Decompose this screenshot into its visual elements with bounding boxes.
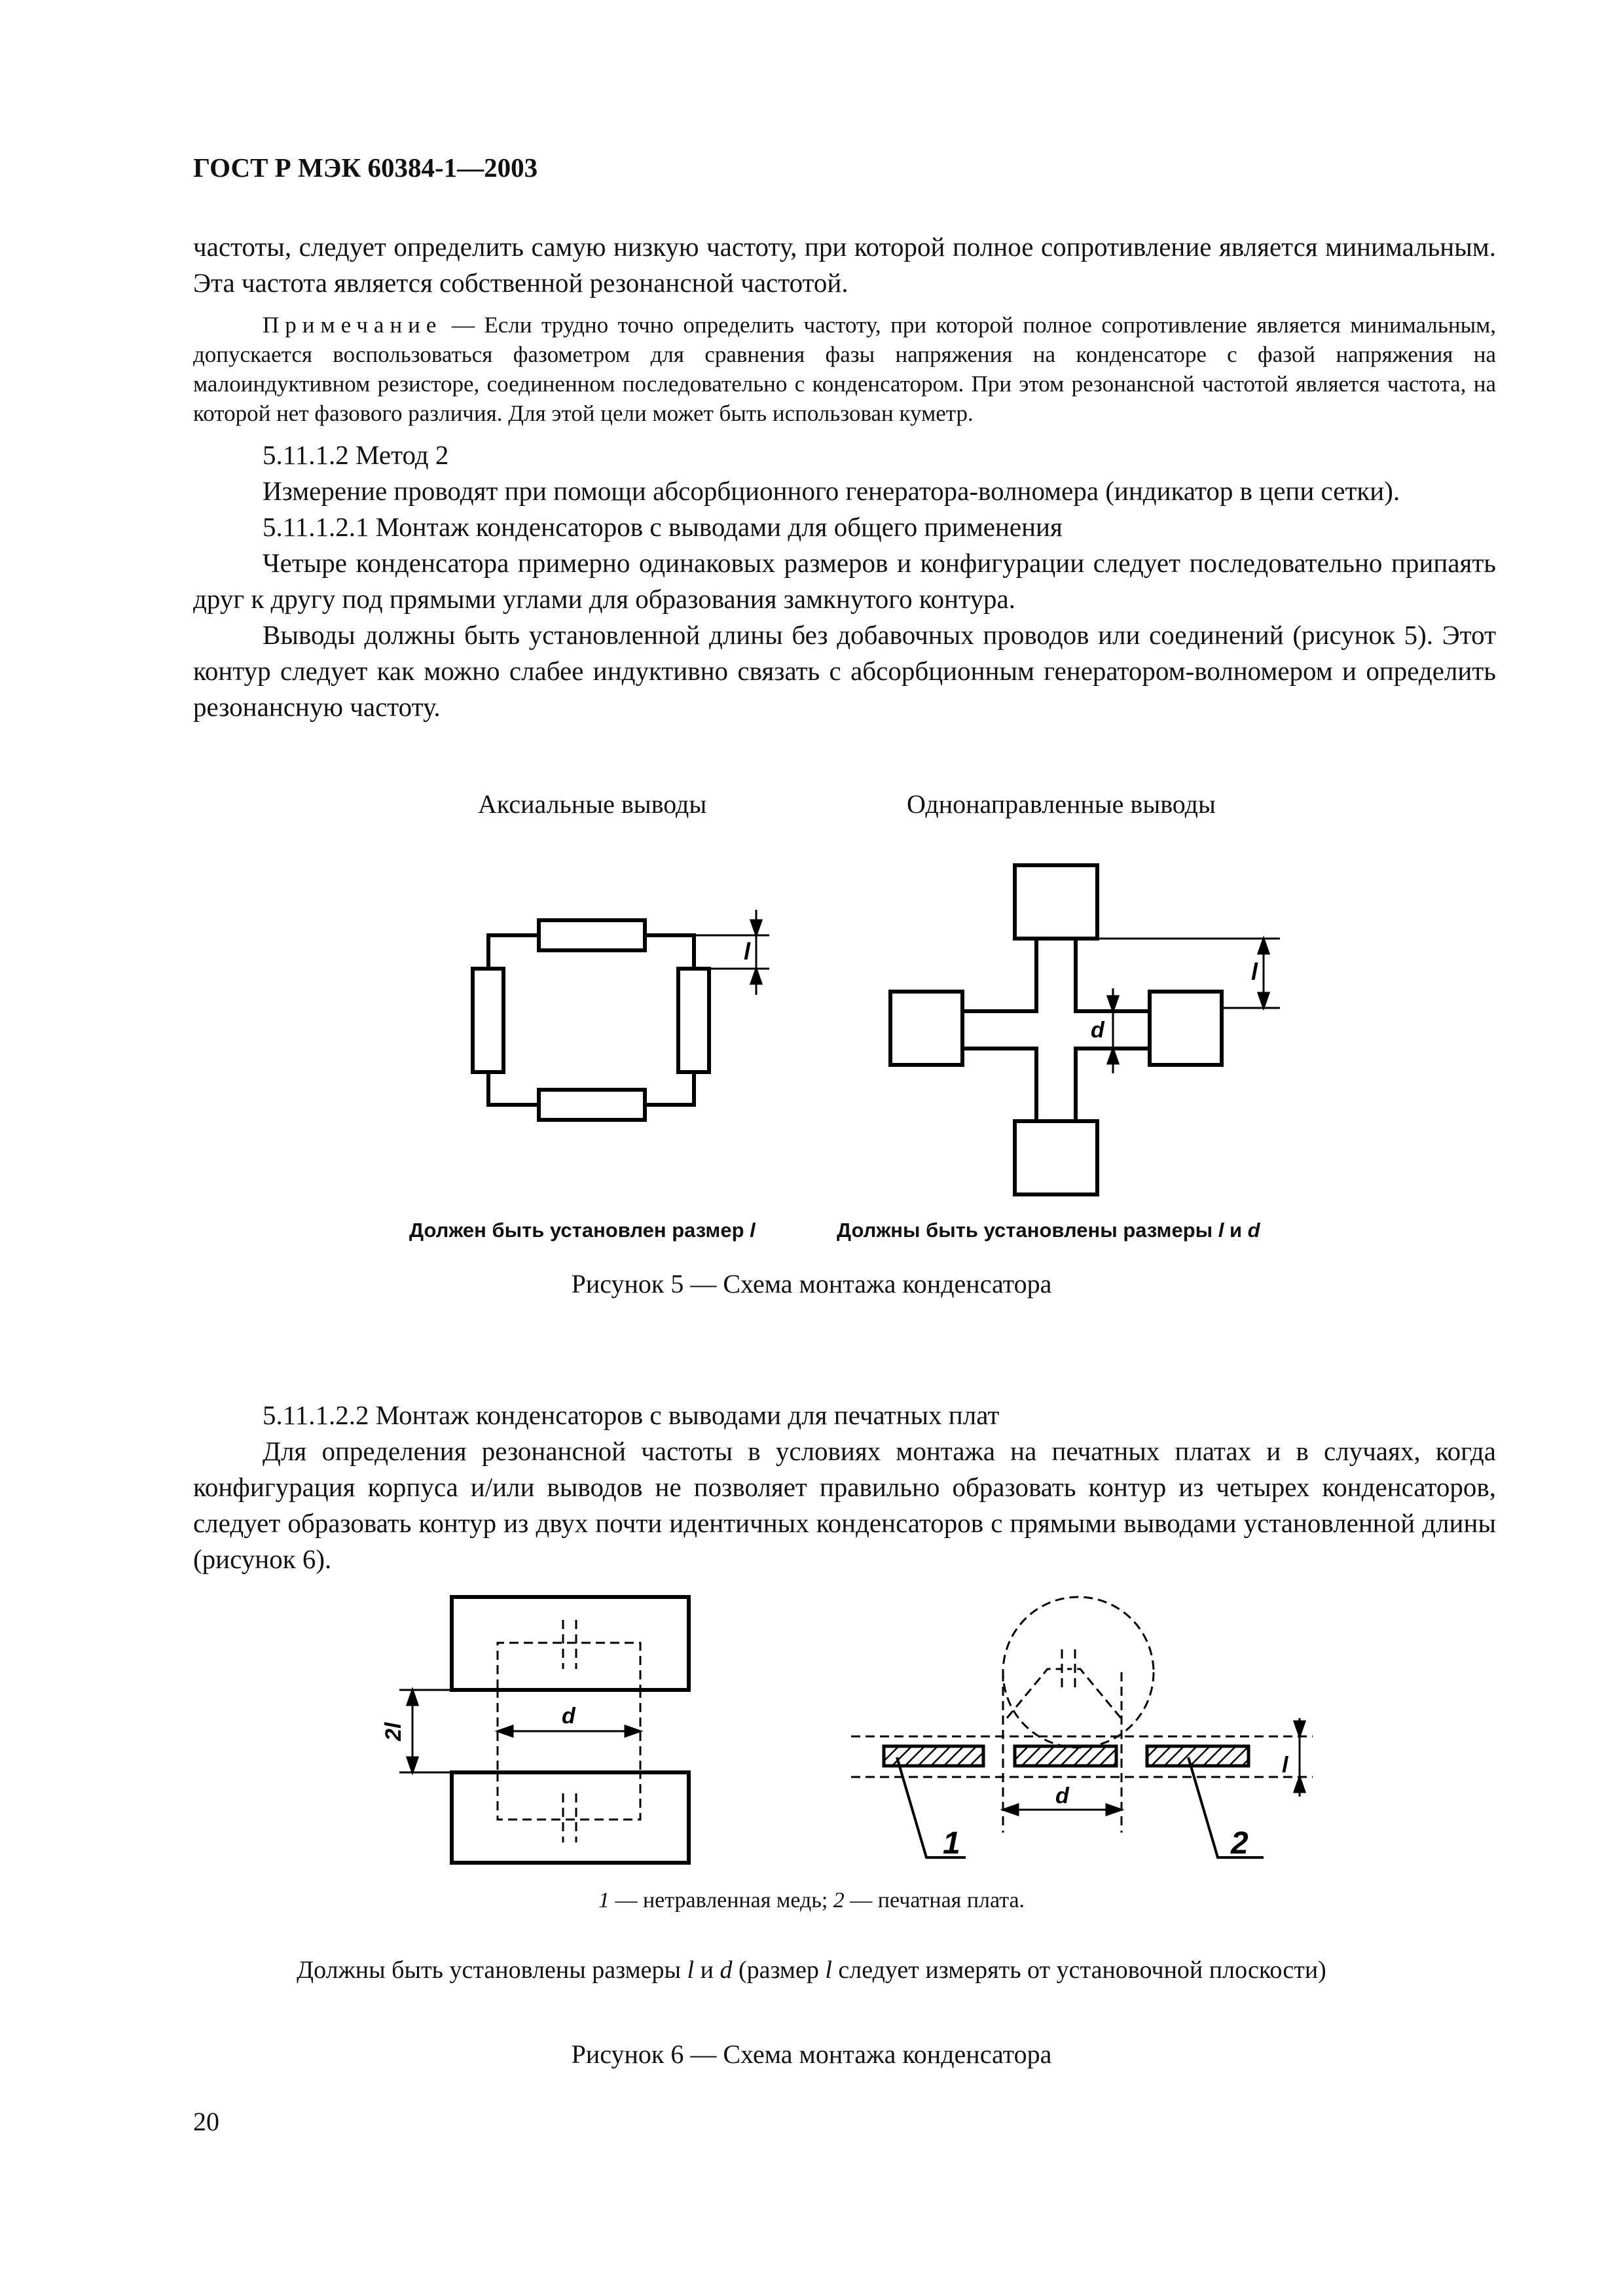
figure5-left-title: Аксиальные выводы [478,789,707,819]
paragraph: Выводы должны быть установленной длины без добавочных проводов или соединений (рисунок 5). Этот контур следует как можно слабее индуктивно связать с абсорбционным генератором-волномером и определить резонансную частоту. [193,620,1496,722]
page-number: 20 [193,2107,219,2136]
callout-2: 2 [1231,1826,1249,1861]
figure6-caption: Рисунок 6 — Схема монтажа конденсатора [571,2039,1052,2069]
axial-dim-l-label: l [744,938,751,965]
note-label: Примечание [263,312,443,338]
figure5-left-note: Должен быть установлен размер l [409,1219,756,1242]
section-heading: 5.11.1.2.2 Монтаж конденсаторов с выводами для печатных плат [263,1400,1000,1430]
document-header: ГОСТ Р МЭК 60384-1—2003 [193,152,538,183]
callout-1: 1 [943,1826,960,1861]
figure6-legend: 1 — нетравленная медь; 2 — печатная плата. [598,1888,1025,1912]
paragraph: частоты, следует определить самую низкую частоту, при которой полное сопротивление является минимальным. Эта частота является собственной резонансной частотой. [193,232,1496,298]
section-heading: 5.11.1.2.1 Монтаж конденсаторов с выводами для общего применения [263,512,1063,542]
paragraph: Для определения резонансной частоты в условиях монтажа на печатных платах и в случаях, когда конфигурация корпуса и/или выводов не позволяет правильно образовать контур из четырех конденсаторов, следует образовать контур из двух почти идентичных конденсаторов с прямыми выводами установленной длины (рисунок 6). [193,1436,1496,1574]
paragraph: Четыре конденсатора примерно одинаковых размеров и конфигурации следует последовательно припаять друг к другу под прямыми углами для образования замкнутого контура. [193,548,1496,614]
left-dim-d-label: d [562,1704,575,1729]
paragraph: Измерение проводят при помощи абсорбционного генератора-волномера (индикатор в цепи сетки). [263,476,1400,506]
dim-2l-label: 2l [381,1722,406,1741]
note-text: — Если трудно точно определить частоту, при которой полное сопротивление является минимальным, допускается воспользоваться фазометром для сравнения фазы напряжения на конденсаторе с фазой напряжения на малоиндуктивном резисторе, соединенном последовательно с конденсатором. При этом резонансной частотой является частота, на которой нет фазового различия. Для этой цели может быть использован куметр. [193,312,1496,426]
pcb-pads-left [452,1597,689,1863]
figure5-right-title: Однонаправленные выводы [907,789,1216,819]
cross-dim-d-label: d [1091,1018,1104,1043]
cross-dim-l-label: l [1251,958,1258,985]
section-heading: 5.11.1.2 Метод 2 [263,440,449,470]
right-dim-l-label: l [1282,1753,1288,1778]
capacitor-body-dashed [851,1597,1313,1833]
figure5-caption: Рисунок 5 — Схема монтажа конденсатора [571,1269,1052,1299]
left-dimensions [399,1690,640,1772]
figure6-note: Должны быть установлены размеры l и d (размер l следует измерять от установочной плоскости) [297,1956,1326,1984]
copper-pads-hatched [884,1746,1249,1766]
right-dim-d-label: d [1055,1784,1069,1808]
figure5-right-note: Должны быть установлены размеры l и d [837,1219,1260,1242]
